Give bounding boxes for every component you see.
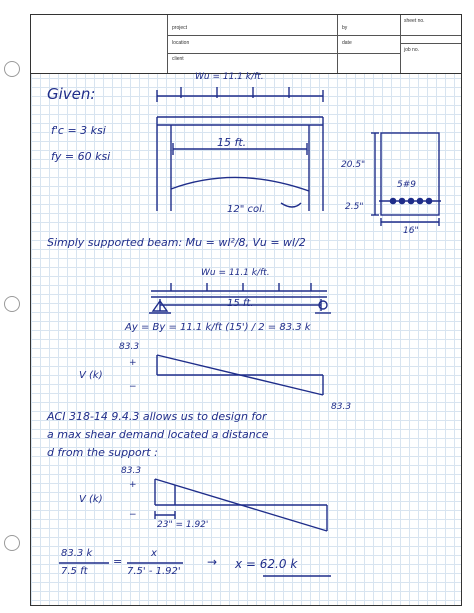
location-label: location — [172, 40, 190, 46]
given-heading: Given: — [47, 85, 96, 103]
aci-note-line-1: ACI 318-14 9.4.3 allows us to design for — [47, 410, 267, 423]
proportion-left-denominator: 7.5 ft — [61, 566, 88, 577]
shear-2-minus: − — [129, 510, 137, 520]
sheet-label: sheet no. — [404, 18, 425, 24]
shear-result: x = 62.0 k — [235, 557, 298, 571]
column-size-label: 12" col. — [227, 204, 266, 215]
proportion-left-numerator: 83.3 k — [61, 548, 93, 559]
shear-1-max: 83.3 — [119, 342, 140, 352]
d-distance-label: 23" = 1.92' — [157, 520, 209, 530]
span-length-label: 15 ft. — [217, 136, 247, 149]
client-label: client — [172, 56, 184, 62]
binder-hole-middle — [4, 296, 20, 312]
shear-1-minus: − — [129, 382, 137, 392]
shear-1-plus: + — [129, 358, 137, 368]
shear-1-min: 83.3 — [331, 402, 352, 412]
aci-note-line-3: d from the support : — [47, 446, 158, 459]
reaction-equation: Ay = By = 11.1 k/ft (15') / 2 = 83.3 k — [125, 322, 311, 333]
rebar-label: 5#9 — [397, 180, 416, 190]
binder-hole-top — [4, 61, 20, 77]
shear-2-max: 83.3 — [121, 466, 142, 476]
binder-hole-bottom — [4, 535, 20, 551]
section-width-dimension: 16" — [403, 226, 419, 236]
project-label: project — [172, 25, 188, 31]
sketch-drawings — [31, 15, 461, 605]
span-length-label-2: 15 ft. — [227, 298, 254, 309]
proportion-equals: = — [113, 555, 123, 568]
proportion-right-denominator: 7.5' - 1.92' — [127, 566, 181, 577]
steel-yield-strength: fy = 60 ksi — [51, 150, 111, 163]
proportion-right-numerator: x — [151, 548, 157, 559]
shear-2-plus: + — [129, 480, 137, 490]
shear-2-axis-label: V (k) — [79, 494, 103, 505]
result-arrow: → — [207, 555, 218, 569]
job-label: job no. — [404, 47, 420, 53]
concrete-strength: f'c = 3 ksi — [51, 124, 106, 137]
frame-elevation — [157, 87, 323, 211]
aci-note-line-2: a max shear demand located a distance — [47, 428, 269, 441]
by-label: by — [342, 25, 348, 31]
section-height-dimension: 20.5" — [341, 160, 366, 170]
distributed-load-label-2: Wu = 11.1 k/ft. — [201, 268, 270, 278]
date-label: date — [342, 40, 352, 46]
engineering-paper — [30, 14, 462, 606]
distributed-load-label: Wu = 11.1 k/ft. — [195, 72, 264, 82]
simply-supported-note: Simply supported beam: Mu = wl²/8, Vu = wl/2 — [47, 236, 306, 249]
shear-1-axis-label: V (k) — [79, 370, 103, 381]
section-cover-dimension: 2.5" — [345, 202, 364, 212]
shear-diagram-1 — [157, 355, 323, 395]
